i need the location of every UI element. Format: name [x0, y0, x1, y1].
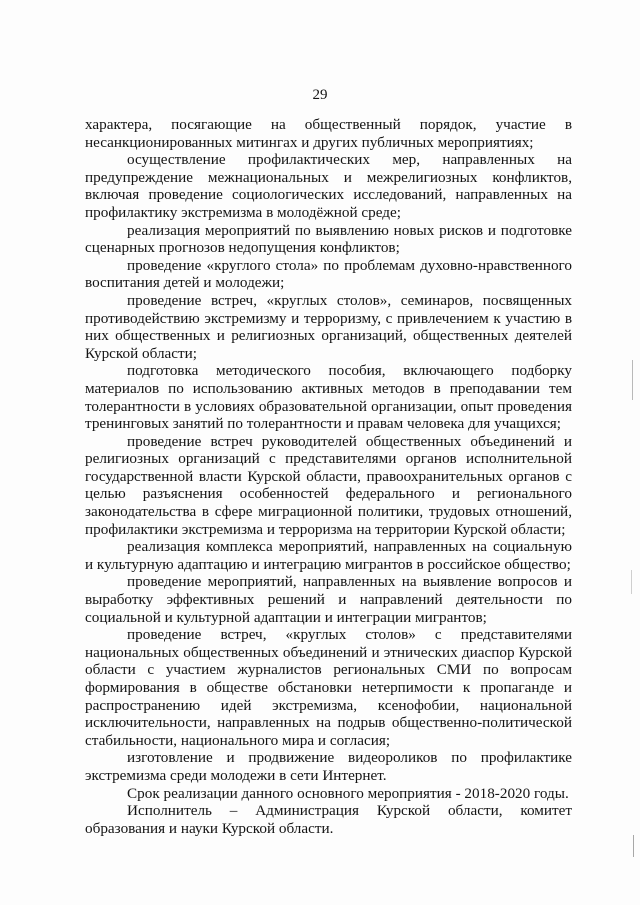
- scan-edge-mark: [632, 360, 633, 400]
- paragraph: реализация мероприятий по выявлению новых рисков и подготовке сценарных прогнозов недопущения конфликтов;: [85, 221, 572, 257]
- paragraph: осуществление профилактических мер, направленных на предупреждение межнациональных и межрелигиозных конфликтов, включая проведение социологических исследований, направленных на профилактику экстремизма в молодёжной среде;: [85, 151, 572, 221]
- paragraph: подготовка методического пособия, включающего подборку материалов по использованию активных методов в преподавании тем толерантности в условиях образовательной организации, опыт проведения тренинговых занятий по толерантности и правам человека для учащихся;: [85, 362, 572, 433]
- paragraph: проведение встреч руководителей общественных объединений и религиозных организаций с представителями органов исполнительной государственной власти Курской области, правоохранительных органов с целью разъяснения особенностей федерального и регионального законодательства в сфере миграционной политики, трудовых отношений, профилактики экстремизма и терроризма на территории Курской области;: [85, 432, 572, 538]
- paragraph: Исполнитель – Администрация Курской области, комитет образования и науки Курской области.: [85, 802, 572, 837]
- paragraph: проведение «круглого стола» по проблемам духовно-нравственного воспитания детей и молодежи;: [85, 256, 572, 292]
- paragraph: проведение встреч, «круглых столов» с представителями национальных общественных объединений и этнических диаспор Курской области с участием журналистов региональных СМИ по вопросам формирования в обществе обстановки нетерпимости к пропаганде и распространению идей экстремизма, ксенофобии, национальной исключительности, направленных на подрыв общественно-политической стабильности, национального мира и согласия;: [85, 626, 572, 749]
- paragraph: проведение мероприятий, направленных на выявление вопросов и выработку эффективных решений и направлений деятельности по социальной и культурной адаптации и интеграции мигрантов;: [85, 573, 572, 626]
- scan-edge-mark: [631, 570, 632, 594]
- paragraph: изготовление и продвижение видеороликов по профилактике экстремизма среди молодежи в сети Интернет.: [85, 749, 572, 784]
- page-number: 29: [312, 87, 328, 103]
- paragraph: характера, посягающие на общественный порядок, участие в несанкционированных митингах и других публичных мероприятиях;: [85, 116, 572, 151]
- paragraph: реализация комплекса мероприятий, направленных на социальную и культурную адаптацию и интеграцию мигрантов в российское общество;: [85, 538, 572, 573]
- paragraph: проведение встреч, «круглых столов», семинаров, посвященных противодействию экстремизму и терроризму, с привлечением к участию в них общественных и религиозных организаций, общественных деятелей Курской области;: [85, 291, 572, 362]
- paragraph: Срок реализации данного основного мероприятия - 2018-2020 годы.: [127, 784, 569, 802]
- scan-edge-mark: [633, 835, 634, 857]
- document-body: [85, 116, 572, 837]
